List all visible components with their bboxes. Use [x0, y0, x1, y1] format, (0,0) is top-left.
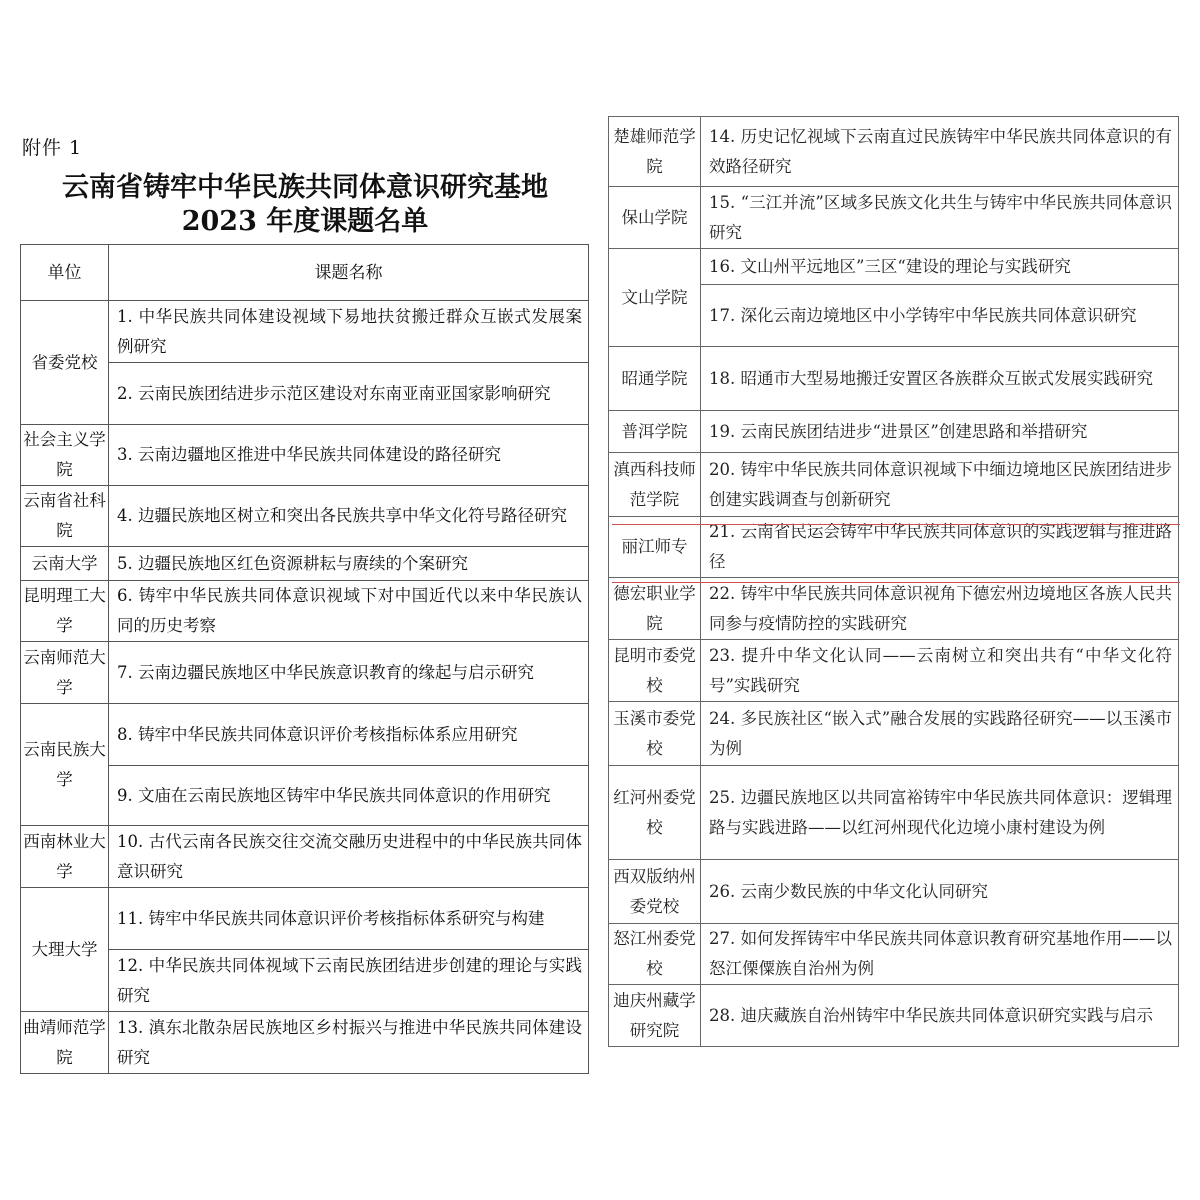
unit-cell: 社会主义学院 — [21, 425, 109, 486]
table-row — [21, 1012, 589, 1074]
topic-cell: 1. 中华民族共同体建设视域下易地扶贫搬迁群众互嵌式发展案例研究 — [109, 301, 589, 363]
table-row — [609, 347, 1179, 411]
topic-cell: 5. 边疆民族地区红色资源耕耘与赓续的个案研究 — [109, 547, 589, 581]
topic-cell: 10. 古代云南各民族交往交流交融历史进程中的中华民族共同体意识研究 — [109, 826, 589, 888]
topic-cell: 28. 迪庆藏族自治州铸牢中华民族共同体意识研究实践与启示 — [701, 985, 1179, 1047]
topic-cell: 21. 云南省民运会铸牢中华民族共同体意识的实践逻辑与推进路径 — [701, 517, 1179, 578]
table-row — [609, 411, 1179, 453]
unit-cell: 省委党校 — [21, 301, 109, 425]
table-row — [21, 425, 589, 486]
table-row — [21, 547, 589, 581]
unit-cell: 文山学院 — [609, 249, 701, 347]
table-row — [609, 249, 1179, 285]
topic-cell: 14. 历史记忆视域下云南直过民族铸牢中华民族共同体意识的有效路径研究 — [701, 117, 1179, 187]
topic-cell: 9. 文庙在云南民族地区铸牢中华民族共同体意识的作用研究 — [109, 766, 589, 826]
table-row — [609, 117, 1179, 187]
topic-cell: 13. 滇东北散杂居民族地区乡村振兴与推进中华民族共同体建设研究 — [109, 1012, 589, 1074]
table-row — [609, 453, 1179, 517]
unit-cell: 昆明市委党校 — [609, 640, 701, 702]
table-row — [609, 187, 1179, 249]
topic-cell: 12. 中华民族共同体视域下云南民族团结进步创建的理论与实践研究 — [109, 950, 589, 1012]
unit-cell: 红河州委党校 — [609, 766, 701, 860]
topic-cell: 19. 云南民族团结进步“进景区”创建思路和举措研究 — [701, 411, 1179, 453]
table-row — [21, 888, 589, 950]
unit-cell: 大理大学 — [21, 888, 109, 1012]
table-row — [609, 517, 1179, 578]
unit-cell: 西双版纳州委党校 — [609, 860, 701, 924]
unit-cell: 德宏职业学院 — [609, 578, 701, 640]
unit-cell: 怒江州委党校 — [609, 924, 701, 985]
topic-cell: 8. 铸牢中华民族共同体意识评价考核指标体系应用研究 — [109, 704, 589, 766]
unit-cell: 玉溪市委党校 — [609, 702, 701, 766]
table-row — [609, 640, 1179, 702]
topic-cell: 16. 文山州平远地区”三区“建设的理论与实践研究 — [701, 249, 1179, 285]
table-row — [21, 826, 589, 888]
unit-cell: 昭通学院 — [609, 347, 701, 411]
topic-cell: 11. 铸牢中华民族共同体意识评价考核指标体系研究与构建 — [109, 888, 589, 950]
table-row — [609, 924, 1179, 985]
topic-cell: 15. “三江并流”区域多民族文化共生与铸牢中华民族共同体意识研究 — [701, 187, 1179, 249]
table-row — [21, 486, 589, 547]
table-row — [609, 985, 1179, 1047]
unit-cell: 楚雄师范学院 — [609, 117, 701, 187]
topic-cell: 2. 云南民族团结进步示范区建设对东南亚南亚国家影响研究 — [109, 363, 589, 425]
unit-cell: 滇西科技师范学院 — [609, 453, 701, 517]
topic-cell: 4. 边疆民族地区树立和突出各民族共享中华文化符号路径研究 — [109, 486, 589, 547]
topic-cell: 6. 铸牢中华民族共同体意识视域下对中国近代以来中华民族认同的历史考察 — [109, 581, 589, 642]
unit-cell: 云南大学 — [21, 547, 109, 581]
table-row — [609, 578, 1179, 640]
table-row — [609, 702, 1179, 766]
unit-cell: 普洱学院 — [609, 411, 701, 453]
topic-cell: 22. 铸牢中华民族共同体意识视角下德宏州边境地区各族人民共同参与疫情防控的实践研究 — [701, 578, 1179, 640]
table-header-row — [21, 245, 589, 301]
table-row — [21, 704, 589, 766]
unit-cell: 昆明理工大学 — [21, 581, 109, 642]
topic-cell: 23. 提升中华文化认同——云南树立和突出共有“中华文化符号”实践研究 — [701, 640, 1179, 702]
topic-cell: 17. 深化云南边境地区中小学铸牢中华民族共同体意识研究 — [701, 285, 1179, 347]
table-row — [21, 642, 589, 704]
topic-cell: 24. 多民族社区“嵌入式”融合发展的实践路径研究——以玉溪市为例 — [701, 702, 1179, 766]
document-subtitle: 2023 年度课题名单 — [181, 206, 429, 237]
topic-cell: 7. 云南边疆民族地区中华民族意识教育的缘起与启示研究 — [109, 642, 589, 704]
unit-cell: 迪庆州藏学研究院 — [609, 985, 701, 1047]
topic-cell: 25. 边疆民族地区以共同富裕铸牢中华民族共同体意识：逻辑理路与实践进路——以红河州现代化边境小康村建设为例 — [701, 766, 1179, 860]
unit-cell: 西南林业大学 — [21, 826, 109, 888]
unit-cell: 云南师范大学 — [21, 642, 109, 704]
topic-table-left — [20, 244, 589, 1074]
table-row — [609, 766, 1179, 860]
header-topic: 课题名称 — [109, 245, 589, 301]
unit-cell: 云南省社科院 — [21, 486, 109, 547]
topic-cell: 18. 昭通市大型易地搬迁安置区各族群众互嵌式发展实践研究 — [701, 347, 1179, 411]
document-title: 云南省铸牢中华民族共同体意识研究基地 — [62, 172, 548, 203]
topic-cell: 26. 云南少数民族的中华文化认同研究 — [701, 860, 1179, 924]
table-row — [21, 581, 589, 642]
topic-cell: 20. 铸牢中华民族共同体意识视域下中缅边境地区民族团结进步创建实践调查与创新研究 — [701, 453, 1179, 517]
red-rule-bottom — [612, 582, 1180, 583]
unit-cell: 云南民族大学 — [21, 704, 109, 826]
red-rule-top — [612, 524, 1180, 525]
topic-cell: 27. 如何发挥铸牢中华民族共同体意识教育研究基地作用——以怒江傈僳族自治州为例 — [701, 924, 1179, 985]
topic-cell: 3. 云南边疆地区推进中华民族共同体建设的路径研究 — [109, 425, 589, 486]
attachment-label: 附件 1 — [22, 137, 83, 159]
unit-cell: 曲靖师范学院 — [21, 1012, 109, 1074]
header-unit: 单位 — [21, 245, 109, 301]
table-row — [609, 860, 1179, 924]
unit-cell: 丽江师专 — [609, 517, 701, 578]
table-row — [21, 301, 589, 363]
unit-cell: 保山学院 — [609, 187, 701, 249]
